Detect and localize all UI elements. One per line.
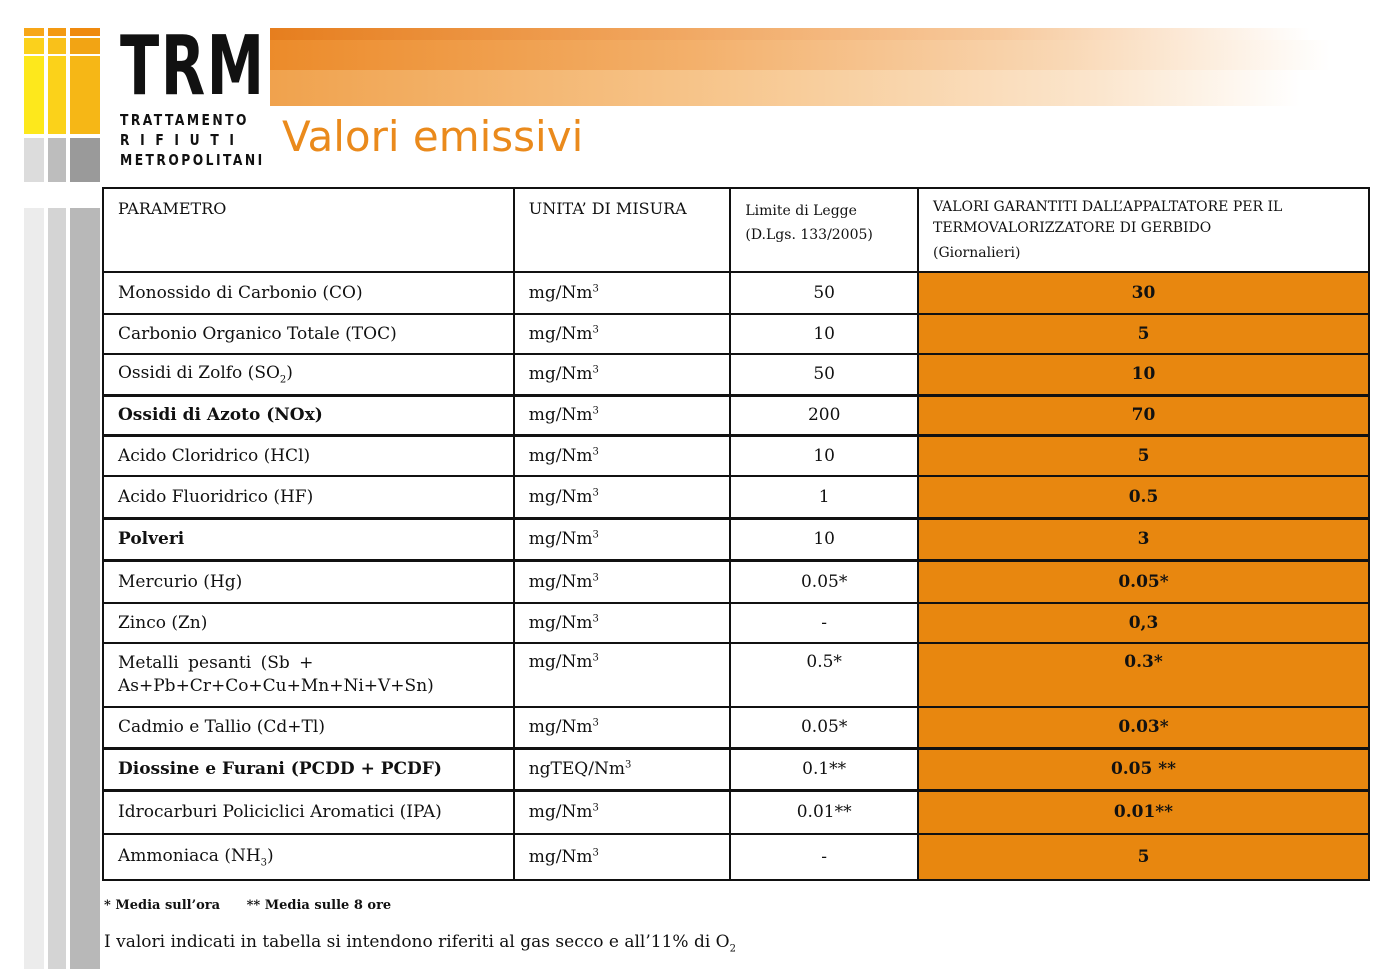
cell-param: Carbonio Organico Totale (TOC) bbox=[103, 314, 514, 354]
cell-param: Mercurio (Hg) bbox=[103, 560, 514, 603]
table-row bbox=[103, 518, 1369, 560]
cell-param: Idrocarburi Policiclici Aromatici (IPA) bbox=[103, 790, 514, 834]
table-row bbox=[103, 395, 1369, 435]
cell-unit: mg/Nm$^3$ bbox=[514, 354, 731, 395]
logo-subtitle: TRATTAMENTO RIFIUTI METROPOLITANI bbox=[120, 111, 265, 169]
footnote-8h: ** Media sulle 8 ore bbox=[246, 898, 392, 913]
header-limit: Limite di Legge (D.Lgs. 133/2005) bbox=[730, 188, 918, 272]
cell-param: Polveri bbox=[103, 518, 514, 560]
cell-param: Acido Fluoridrico (HF) bbox=[103, 476, 514, 518]
cell-guaranteed-value: 10 bbox=[918, 354, 1369, 395]
cell-guaranteed-value: 70 bbox=[918, 395, 1369, 435]
cell-guaranteed-value: 5 bbox=[918, 834, 1369, 880]
cell-unit: mg/Nm$^3$ bbox=[514, 518, 731, 560]
reference-note: I valori indicati in tabella si intendono riferiti al gas secco e all’11% di $O_2$ bbox=[104, 932, 736, 955]
cell-unit: mg/Nm$^3$ bbox=[514, 643, 731, 707]
cell-limit: 1 bbox=[730, 476, 918, 518]
cell-limit: 10 bbox=[730, 518, 918, 560]
cell-param: Ammoniaca $(NH_3)$ bbox=[103, 834, 514, 880]
footnote-hourly: * Media sull’ora bbox=[104, 898, 221, 913]
cell-limit: 200 bbox=[730, 395, 918, 435]
cell-limit: - bbox=[730, 834, 918, 880]
emissions-table bbox=[102, 187, 1370, 881]
cell-param: Ossidi di Zolfo $(SO_2)$ bbox=[103, 354, 514, 395]
cell-guaranteed-value: 0.01** bbox=[918, 790, 1369, 834]
cell-limit: 50 bbox=[730, 354, 918, 395]
table-row bbox=[103, 354, 1369, 395]
cell-limit: 0.01** bbox=[730, 790, 918, 834]
cell-unit: mg/Nm$^3$ bbox=[514, 435, 731, 476]
header-banner bbox=[270, 70, 1300, 106]
cell-unit: mg/Nm$^3$ bbox=[514, 707, 731, 748]
cell-param: Diossine e Furani (PCDD + PCDF) bbox=[103, 748, 514, 790]
cell-param: Cadmio e Tallio (Cd+Tl) bbox=[103, 707, 514, 748]
cell-unit: mg/Nm$^3$ bbox=[514, 476, 731, 518]
header-guaranteed: VALORI GARANTITI DALL’APPALTATORE PER IL TERMOVALORIZZATORE DI GERBIDO (Giornalieri) bbox=[918, 188, 1369, 272]
cell-guaranteed-value: 5 bbox=[918, 435, 1369, 476]
table-row bbox=[103, 272, 1369, 314]
cell-unit: mg/Nm$^3$ bbox=[514, 395, 731, 435]
cell-guaranteed-value: 0.05 ** bbox=[918, 748, 1369, 790]
logo-main-text: TRM bbox=[120, 19, 266, 114]
cell-limit: - bbox=[730, 603, 918, 643]
cell-guaranteed-value: 0.3* bbox=[918, 643, 1369, 707]
cell-guaranteed-value: 0.5 bbox=[918, 476, 1369, 518]
page-title: Valori emissivi bbox=[282, 112, 584, 161]
table-row bbox=[103, 603, 1369, 643]
cell-param: Acido Cloridrico (HCl) bbox=[103, 435, 514, 476]
cell-guaranteed-value: 0.03* bbox=[918, 707, 1369, 748]
table-row bbox=[103, 834, 1369, 880]
table-row bbox=[103, 643, 1369, 707]
cell-guaranteed-value: 5 bbox=[918, 314, 1369, 354]
cell-unit: mg/Nm$^3$ bbox=[514, 560, 731, 603]
footnotes bbox=[104, 898, 413, 913]
table-row bbox=[103, 476, 1369, 518]
table-row bbox=[103, 435, 1369, 476]
cell-unit: mg/Nm$^3$ bbox=[514, 603, 731, 643]
cell-param: Metalli pesanti (Sb + As+Pb+Cr+Co+Cu+Mn+Ni+V+Sn) bbox=[103, 643, 514, 707]
header-unit: UNITA’ DI MISURA bbox=[514, 188, 731, 272]
cell-limit: 50 bbox=[730, 272, 918, 314]
table-row bbox=[103, 560, 1369, 603]
cell-param: Ossidi di Azoto (NOx) bbox=[103, 395, 514, 435]
cell-limit: 0.5* bbox=[730, 643, 918, 707]
cell-guaranteed-value: 0,3 bbox=[918, 603, 1369, 643]
table-row bbox=[103, 790, 1369, 834]
header-param: PARAMETRO bbox=[103, 188, 514, 272]
logo-mark bbox=[24, 28, 100, 182]
cell-unit: mg/Nm$^3$ bbox=[514, 790, 731, 834]
cell-unit: ngTEQ/Nm$^3$ bbox=[514, 748, 731, 790]
cell-guaranteed-value: 30 bbox=[918, 272, 1369, 314]
cell-limit: 10 bbox=[730, 314, 918, 354]
cell-unit: mg/Nm$^3$ bbox=[514, 314, 731, 354]
table-row bbox=[103, 314, 1369, 354]
table-row bbox=[103, 707, 1369, 748]
header-banner bbox=[270, 40, 1330, 70]
cell-param: Zinco (Zn) bbox=[103, 603, 514, 643]
cell-limit: 0.1** bbox=[730, 748, 918, 790]
cell-limit: 10 bbox=[730, 435, 918, 476]
cell-unit: mg/Nm$^3$ bbox=[514, 834, 731, 880]
decorative-side-bars bbox=[24, 208, 100, 969]
cell-limit: 0.05* bbox=[730, 560, 918, 603]
cell-param: Monossido di Carbonio (CO) bbox=[103, 272, 514, 314]
table-row bbox=[103, 748, 1369, 790]
cell-guaranteed-value: 3 bbox=[918, 518, 1369, 560]
cell-limit: 0.05* bbox=[730, 707, 918, 748]
table-header-row bbox=[103, 188, 1369, 272]
cell-unit: mg/Nm$^3$ bbox=[514, 272, 731, 314]
cell-guaranteed-value: 0.05* bbox=[918, 560, 1369, 603]
